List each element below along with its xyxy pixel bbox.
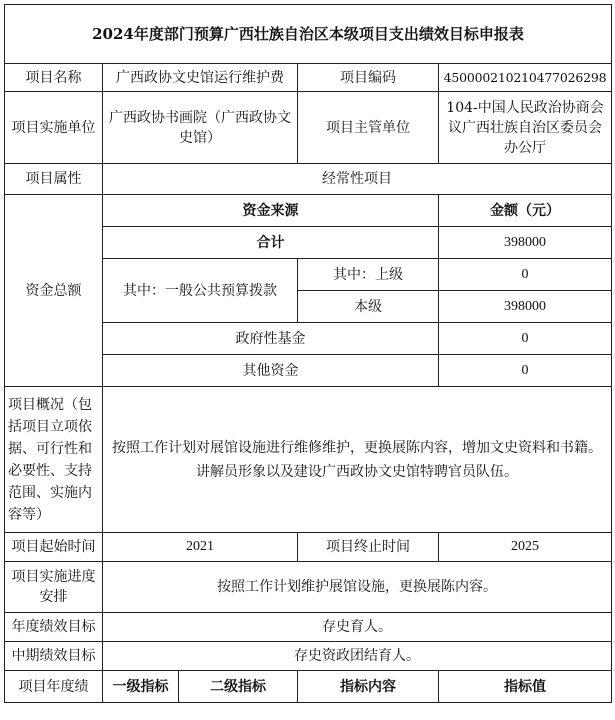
- indicator-col-content: 指标内容: [298, 671, 439, 703]
- supervisor-unit-value: 104-中国人民政治协商会议广西壮族自治区委员会办公厅: [439, 92, 612, 164]
- funds-amount-header: 金额（元）: [439, 195, 612, 227]
- project-code-value: 450000210210477026298: [439, 64, 612, 92]
- impl-unit-value: 广西政协书画院（广西政协文史馆）: [103, 92, 298, 164]
- attribute-label: 项目属性: [5, 164, 103, 195]
- start-time-value: 2021: [103, 533, 298, 562]
- indicator-col-level1: 一级指标: [103, 671, 179, 703]
- funds-local-label: 本级: [298, 291, 439, 323]
- funds-label: 资金总额: [5, 195, 103, 387]
- indicator-col-annual: 项目年度绩: [5, 671, 103, 703]
- impl-unit-label: 项目实施单位: [5, 92, 103, 164]
- funds-upper-label: 其中：上级: [298, 259, 439, 291]
- funds-upper-value: 0: [439, 259, 612, 291]
- attribute-value: 经常性项目: [103, 164, 612, 195]
- funds-gov-fund-label: 政府性基金: [103, 323, 439, 355]
- end-time-value: 2025: [439, 533, 612, 562]
- indicator-col-value: 指标值: [439, 671, 612, 703]
- funds-other-value: 0: [439, 355, 612, 387]
- schedule-label: 项目实施进度安排: [5, 562, 103, 613]
- overview-label: 项目概况（包括项目立项依据、可行性和必要性、支持范围、实施内容等）: [5, 387, 103, 533]
- funds-local-value: 398000: [439, 291, 612, 323]
- supervisor-unit-label: 项目主管单位: [298, 92, 439, 164]
- midterm-goal-label: 中期绩效目标: [5, 642, 103, 671]
- annual-goal-label: 年度绩效目标: [5, 613, 103, 642]
- midterm-goal-value: 存史资政团结育人。: [103, 642, 612, 671]
- start-time-label: 项目起始时间: [5, 533, 103, 562]
- project-name-value: 广西政协文史馆运行维护费: [103, 64, 298, 92]
- performance-goal-form: [4, 4, 612, 703]
- form-title: 2024年度部门预算广西壮族自治区本级项目支出绩效目标申报表: [5, 5, 612, 64]
- funds-total-label: 合计: [103, 227, 439, 259]
- funds-general-label: 其中：一般公共预算拨款: [103, 259, 298, 323]
- funds-total-value: 398000: [439, 227, 612, 259]
- funds-gov-fund-value: 0: [439, 323, 612, 355]
- funds-source-header: 资金来源: [103, 195, 439, 227]
- funds-other-label: 其他资金: [103, 355, 439, 387]
- indicator-col-level2: 二级指标: [179, 671, 298, 703]
- schedule-value: 按照工作计划维护展馆设施，更换展陈内容。: [103, 562, 612, 613]
- annual-goal-value: 存史育人。: [103, 613, 612, 642]
- project-name-label: 项目名称: [5, 64, 103, 92]
- overview-value: 按照工作计划对展馆设施进行维修维护，更换展陈内容，增加文史资料和书籍。讲解员形象以及建设广西政协文史馆特聘官员队伍。: [103, 387, 612, 533]
- project-code-label: 项目编码: [298, 64, 439, 92]
- end-time-label: 项目终止时间: [298, 533, 439, 562]
